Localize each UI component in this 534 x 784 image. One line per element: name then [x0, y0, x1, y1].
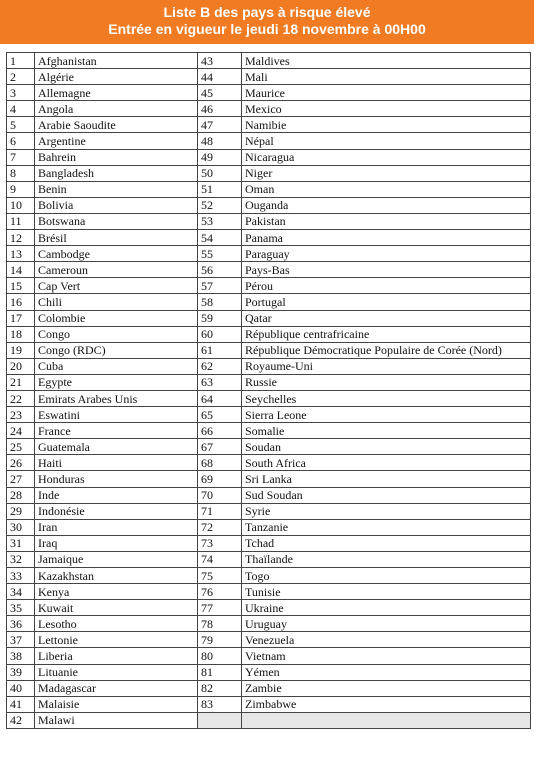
- country-name: Namibie: [242, 117, 531, 133]
- country-number: 67: [198, 439, 242, 455]
- table-row: [7, 165, 531, 181]
- country-name: Qatar: [242, 310, 531, 326]
- table-row: [7, 535, 531, 551]
- country-number: 53: [198, 213, 242, 229]
- country-name: Tanzanie: [242, 519, 531, 535]
- country-number: 54: [198, 230, 242, 246]
- country-number: 46: [198, 101, 242, 117]
- country-number: 65: [198, 407, 242, 423]
- table-row: [7, 213, 531, 229]
- country-number: 10: [7, 197, 35, 213]
- country-number: 83: [198, 696, 242, 712]
- country-number: 35: [7, 600, 35, 616]
- table-row: [7, 310, 531, 326]
- country-number: 80: [198, 648, 242, 664]
- country-name: Afghanistan: [35, 53, 198, 69]
- country-number: 11: [7, 213, 35, 229]
- table-row: [7, 712, 531, 728]
- country-number: 16: [7, 294, 35, 310]
- country-name: Cameroun: [35, 262, 198, 278]
- country-number: 28: [7, 487, 35, 503]
- country-number: 12: [7, 230, 35, 246]
- country-number: 23: [7, 407, 35, 423]
- country-name: Russie: [242, 374, 531, 390]
- country-name: Tunisie: [242, 584, 531, 600]
- country-number: 79: [198, 632, 242, 648]
- country-table: [6, 52, 531, 729]
- country-name: Guatemala: [35, 439, 198, 455]
- country-name: Maurice: [242, 85, 531, 101]
- country-number: 52: [198, 197, 242, 213]
- table-row: [7, 101, 531, 117]
- country-number: 30: [7, 519, 35, 535]
- country-name: Seychelles: [242, 390, 531, 406]
- country-number: 72: [198, 519, 242, 535]
- country-number: 66: [198, 423, 242, 439]
- country-name: Mexico: [242, 101, 531, 117]
- country-name: Congo: [35, 326, 198, 342]
- table-row: [7, 632, 531, 648]
- country-name: Cap Vert: [35, 278, 198, 294]
- table-row: [7, 407, 531, 423]
- country-name: Emirats Arabes Unis: [35, 390, 198, 406]
- country-number: 1: [7, 53, 35, 69]
- table-row: [7, 262, 531, 278]
- country-name: Algérie: [35, 69, 198, 85]
- table-row: [7, 616, 531, 632]
- country-name: Botswana: [35, 213, 198, 229]
- country-name: South Africa: [242, 455, 531, 471]
- country-name: Zimbabwe: [242, 696, 531, 712]
- table-row: [7, 390, 531, 406]
- table-row: [7, 294, 531, 310]
- country-name: Iraq: [35, 535, 198, 551]
- country-name: Bolivia: [35, 197, 198, 213]
- empty-cell: [198, 712, 242, 728]
- country-name: Brésil: [35, 230, 198, 246]
- country-number: 26: [7, 455, 35, 471]
- table-row: [7, 471, 531, 487]
- country-table-body: [7, 53, 531, 729]
- country-name: Iran: [35, 519, 198, 535]
- table-row: [7, 326, 531, 342]
- country-name: Argentine: [35, 133, 198, 149]
- header-banner: [0, 0, 534, 44]
- country-name: Nicaragua: [242, 149, 531, 165]
- country-number: 69: [198, 471, 242, 487]
- country-name: Zambie: [242, 680, 531, 696]
- country-number: 14: [7, 262, 35, 278]
- country-number: 9: [7, 181, 35, 197]
- country-number: 20: [7, 358, 35, 374]
- country-name: Portugal: [242, 294, 531, 310]
- country-number: 38: [7, 648, 35, 664]
- country-number: 31: [7, 535, 35, 551]
- country-name: Indonésie: [35, 503, 198, 519]
- country-number: 81: [198, 664, 242, 680]
- country-name: Pakistan: [242, 213, 531, 229]
- country-name: Chili: [35, 294, 198, 310]
- table-row: [7, 53, 531, 69]
- country-number: 76: [198, 584, 242, 600]
- country-name: Kuwait: [35, 600, 198, 616]
- country-name: Sud Soudan: [242, 487, 531, 503]
- table-row: [7, 648, 531, 664]
- table-row: [7, 358, 531, 374]
- country-name: Yémen: [242, 664, 531, 680]
- table-row: [7, 133, 531, 149]
- country-number: 70: [198, 487, 242, 503]
- country-name: Ouganda: [242, 197, 531, 213]
- country-number: 45: [198, 85, 242, 101]
- country-number: 49: [198, 149, 242, 165]
- country-number: 82: [198, 680, 242, 696]
- table-row: [7, 85, 531, 101]
- country-number: 17: [7, 310, 35, 326]
- country-name: Bahrein: [35, 149, 198, 165]
- country-name: Bangladesh: [35, 165, 198, 181]
- table-row: [7, 278, 531, 294]
- country-name: Pays-Bas: [242, 262, 531, 278]
- country-name: Haiti: [35, 455, 198, 471]
- country-name: Paraguay: [242, 246, 531, 262]
- table-row: [7, 439, 531, 455]
- country-name: Eswatini: [35, 407, 198, 423]
- empty-cell: [242, 712, 531, 728]
- country-name: Lettonie: [35, 632, 198, 648]
- country-name: Cuba: [35, 358, 198, 374]
- country-name: Tchad: [242, 535, 531, 551]
- country-number: 7: [7, 149, 35, 165]
- country-name: Uruguay: [242, 616, 531, 632]
- country-number: 25: [7, 439, 35, 455]
- table-row: [7, 455, 531, 471]
- country-number: 55: [198, 246, 242, 262]
- country-name: France: [35, 423, 198, 439]
- country-name: Thaïlande: [242, 551, 531, 567]
- country-number: 58: [198, 294, 242, 310]
- country-name: Malaisie: [35, 696, 198, 712]
- country-name: Vietnam: [242, 648, 531, 664]
- country-name: République centrafricaine: [242, 326, 531, 342]
- country-name: Cambodge: [35, 246, 198, 262]
- country-number: 5: [7, 117, 35, 133]
- page-title: Liste B des pays à risque élevé: [163, 4, 371, 20]
- country-number: 57: [198, 278, 242, 294]
- country-name: Panama: [242, 230, 531, 246]
- table-row: [7, 487, 531, 503]
- country-name: Soudan: [242, 439, 531, 455]
- country-number: 37: [7, 632, 35, 648]
- country-number: 75: [198, 568, 242, 584]
- table-row: [7, 181, 531, 197]
- country-number: 60: [198, 326, 242, 342]
- country-number: 50: [198, 165, 242, 181]
- table-row: [7, 342, 531, 358]
- country-name: Malawi: [35, 712, 198, 728]
- table-row: [7, 69, 531, 85]
- country-name: Niger: [242, 165, 531, 181]
- country-name: Maldives: [242, 53, 531, 69]
- table-row: [7, 117, 531, 133]
- country-name: Allemagne: [35, 85, 198, 101]
- country-number: 41: [7, 696, 35, 712]
- country-name: Togo: [242, 568, 531, 584]
- country-number: 61: [198, 342, 242, 358]
- country-name: Lituanie: [35, 664, 198, 680]
- country-number: 64: [198, 390, 242, 406]
- country-number: 32: [7, 551, 35, 567]
- country-name: Congo (RDC): [35, 342, 198, 358]
- table-row: [7, 197, 531, 213]
- country-number: 78: [198, 616, 242, 632]
- country-number: 2: [7, 69, 35, 85]
- country-number: 43: [198, 53, 242, 69]
- country-number: 18: [7, 326, 35, 342]
- country-number: 3: [7, 85, 35, 101]
- country-number: 48: [198, 133, 242, 149]
- country-number: 29: [7, 503, 35, 519]
- table-row: [7, 568, 531, 584]
- country-name: Egypte: [35, 374, 198, 390]
- country-number: 71: [198, 503, 242, 519]
- country-name: Kenya: [35, 584, 198, 600]
- country-name: Jamaique: [35, 551, 198, 567]
- country-name: Liberia: [35, 648, 198, 664]
- country-name: Angola: [35, 101, 198, 117]
- country-name: Kazakhstan: [35, 568, 198, 584]
- table-row: [7, 374, 531, 390]
- table-row: [7, 503, 531, 519]
- table-row: [7, 680, 531, 696]
- country-number: 40: [7, 680, 35, 696]
- table-row: [7, 246, 531, 262]
- country-number: 68: [198, 455, 242, 471]
- country-name: Somalie: [242, 423, 531, 439]
- country-number: 47: [198, 117, 242, 133]
- table-row: [7, 519, 531, 535]
- country-number: 21: [7, 374, 35, 390]
- country-name: Lesotho: [35, 616, 198, 632]
- country-name: République Démocratique Populaire de Corée (Nord): [242, 342, 531, 358]
- page-subtitle: Entrée en vigueur le jeudi 18 novembre à 00H00: [108, 21, 426, 37]
- country-number: 13: [7, 246, 35, 262]
- country-number: 74: [198, 551, 242, 567]
- country-number: 73: [198, 535, 242, 551]
- country-name: Mali: [242, 69, 531, 85]
- country-name: Royaume-Uni: [242, 358, 531, 374]
- country-number: 62: [198, 358, 242, 374]
- table-row: [7, 149, 531, 165]
- country-name: Sri Lanka: [242, 471, 531, 487]
- country-name: Oman: [242, 181, 531, 197]
- country-number: 34: [7, 584, 35, 600]
- country-name: Ukraine: [242, 600, 531, 616]
- country-number: 27: [7, 471, 35, 487]
- country-number: 39: [7, 664, 35, 680]
- country-number: 44: [198, 69, 242, 85]
- country-name: Benin: [35, 181, 198, 197]
- country-number: 8: [7, 165, 35, 181]
- country-number: 33: [7, 568, 35, 584]
- country-name: Pérou: [242, 278, 531, 294]
- table-row: [7, 664, 531, 680]
- country-number: 24: [7, 423, 35, 439]
- country-name: Syrie: [242, 503, 531, 519]
- country-name: Sierra Leone: [242, 407, 531, 423]
- table-row: [7, 600, 531, 616]
- table-row: [7, 551, 531, 567]
- country-number: 77: [198, 600, 242, 616]
- country-number: 56: [198, 262, 242, 278]
- country-name: Colombie: [35, 310, 198, 326]
- country-number: 19: [7, 342, 35, 358]
- country-number: 6: [7, 133, 35, 149]
- table-row: [7, 584, 531, 600]
- country-number: 59: [198, 310, 242, 326]
- table-row: [7, 230, 531, 246]
- country-name: Venezuela: [242, 632, 531, 648]
- country-name: Madagascar: [35, 680, 198, 696]
- country-name: Arabie Saoudite: [35, 117, 198, 133]
- country-number: 36: [7, 616, 35, 632]
- country-number: 51: [198, 181, 242, 197]
- country-name: Népal: [242, 133, 531, 149]
- country-number: 15: [7, 278, 35, 294]
- country-number: 22: [7, 390, 35, 406]
- country-number: 4: [7, 101, 35, 117]
- country-number: 42: [7, 712, 35, 728]
- country-name: Inde: [35, 487, 198, 503]
- country-number: 63: [198, 374, 242, 390]
- country-name: Honduras: [35, 471, 198, 487]
- table-row: [7, 423, 531, 439]
- table-row: [7, 696, 531, 712]
